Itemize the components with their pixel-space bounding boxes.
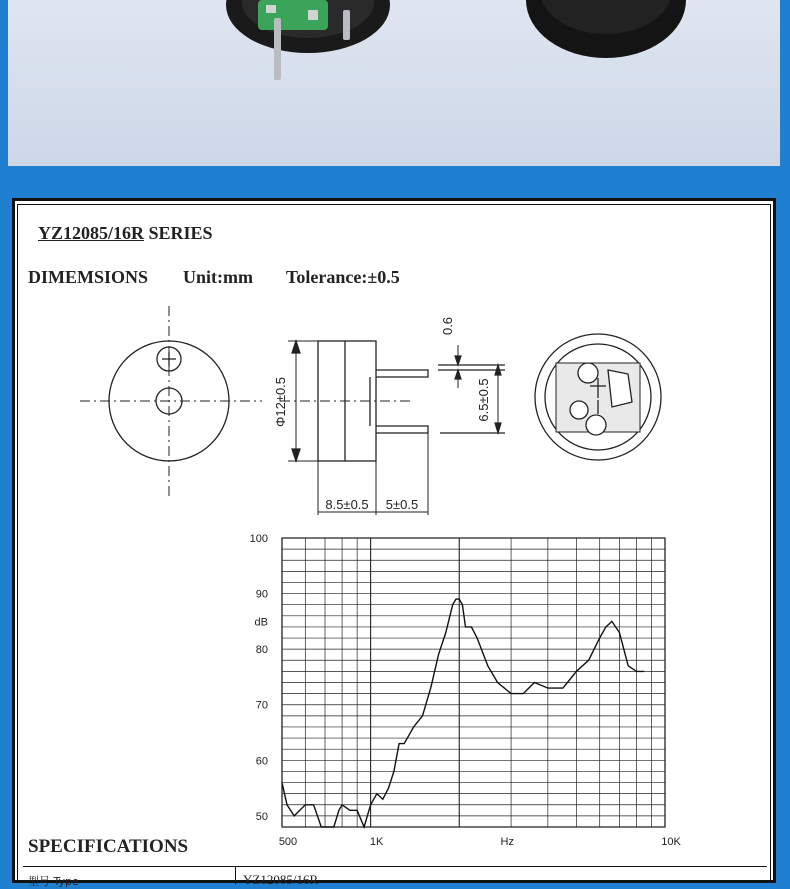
x-tick-label: 10K: [661, 836, 681, 848]
table-divider: [235, 867, 236, 884]
y-tick-label: 70: [255, 699, 268, 712]
specifications-heading: SPECIFICATIONS: [28, 836, 189, 857]
x-tick-label: 500: [278, 836, 298, 848]
specifications-table: [23, 866, 767, 888]
y-tick-label: 60: [255, 755, 268, 768]
x-axis-label: Hz: [500, 836, 514, 848]
response-curve: [282, 599, 644, 827]
y-tick-label: 90: [255, 588, 268, 601]
chart-grid: [282, 538, 665, 827]
pin-spacing-label: 6.5±0.5: [476, 378, 491, 422]
y-axis-label: dB: [254, 616, 268, 629]
x-tick-label: 1K: [369, 836, 384, 848]
pin-width-label: 0.6: [440, 316, 455, 336]
y-tick-label: 80: [255, 644, 268, 657]
unit-label: Unit:mm: [183, 267, 253, 287]
series-suffix: SERIES: [144, 223, 213, 243]
y-tick-label: 100: [249, 533, 268, 545]
spec-type-value: YZ12085/16R: [243, 872, 319, 887]
chart-labels: [250, 533, 682, 848]
tolerance-label: Tolerance:±0.5: [286, 267, 400, 287]
pin-length-label: 5±0.5: [385, 497, 419, 512]
body-height-label: 8.5±0.5: [325, 497, 369, 512]
y-tick-label: 50: [255, 810, 268, 823]
series-model: YZ12085/16R: [38, 223, 145, 243]
spec-type-label: 型号 Type: [28, 875, 79, 888]
diameter-label: Φ12±0.5: [273, 376, 288, 428]
dimensions-heading: DIMEMSIONS: [28, 267, 149, 287]
